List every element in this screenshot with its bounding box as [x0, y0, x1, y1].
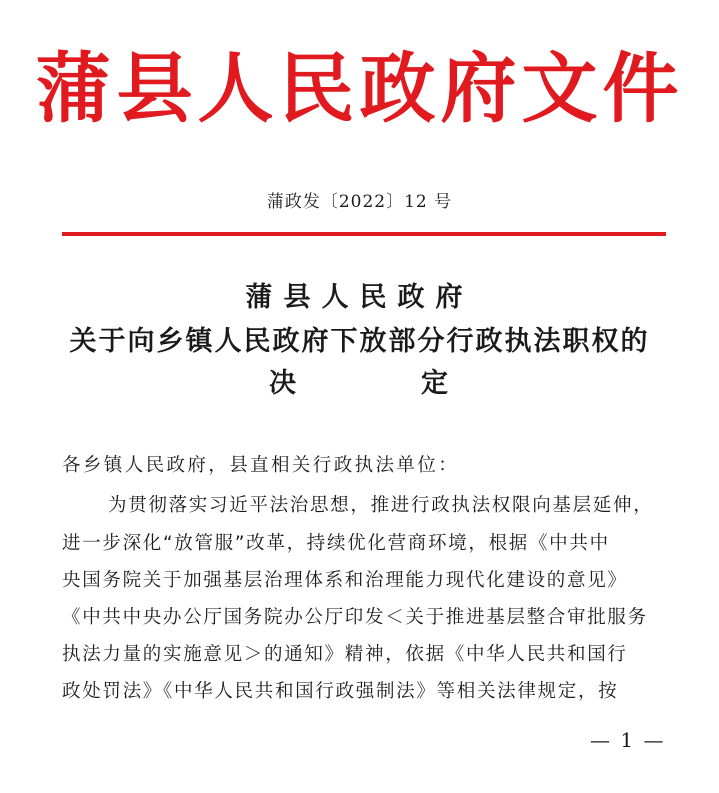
- title-line-1: 蒲县人民政府: [245, 282, 474, 313]
- page-number: — 1 —: [590, 728, 666, 752]
- body-line-6: 政处罚法》《中华人民共和国行政强制法》等相关法律规定，按: [62, 681, 619, 702]
- title-line-2: 关于向乡镇人民政府下放部分行政执法职权的: [69, 326, 650, 357]
- document-number: 蒲政发〔2022〕12 号: [266, 192, 453, 212]
- body-line-2: 进一步深化“放管服”改革，持续优化营商环境，根据《中共中: [62, 533, 610, 554]
- body-line-1: 为贯彻落实习近平法治思想，推进行政执法权限向基层延伸，: [108, 495, 654, 516]
- masthead-title: 蒲县人民政府文件: [35, 44, 684, 133]
- body-line-4: 《中共中央办公厅国务院办公厅印发＜关于推进基层整合审批服务: [62, 607, 648, 628]
- red-divider: [62, 232, 666, 236]
- body-line-3: 央国务院关于加强基层治理体系和治理能力现代化建设的意见》: [62, 570, 628, 591]
- salutation: 各乡镇人民政府，县直相关行政执法单位：: [62, 455, 460, 476]
- title-char-ding: 定: [421, 368, 448, 399]
- body-line-5: 执法力量的实施意见＞的通知》精神，依据《中华人民共和国行: [62, 644, 628, 665]
- title-char-jue: 决: [269, 368, 296, 399]
